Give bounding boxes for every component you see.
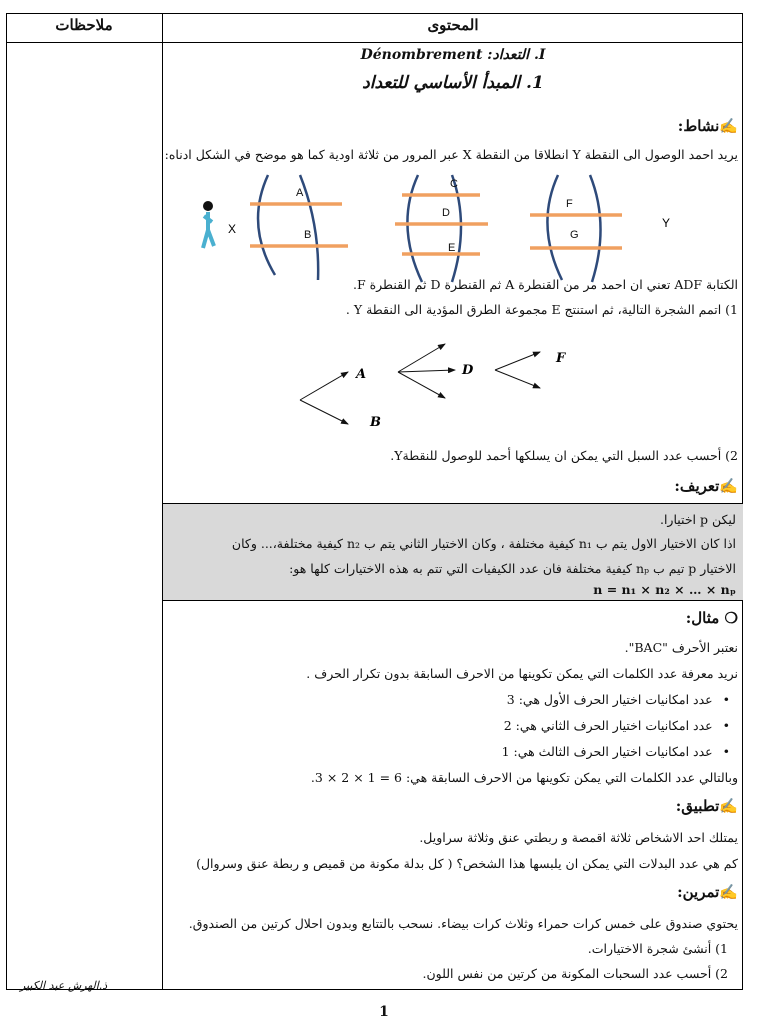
exercise-question-2: 2) أحسب عدد السحبات المكونة من كرتين من نفس اللون.: [422, 966, 728, 981]
column-divider: [162, 13, 163, 990]
application-line-1: يمتلك احد الاشخاص ثلاثة اقمصة و ربطتي عنق وثلاثة سراويل.: [419, 830, 738, 845]
example-line-2: نريد معرفة عدد الكلمات التي يمكن تكوينها من الاحرف السابقة بدون تكرار الحرف .: [306, 666, 738, 681]
activity-question-2: 2) أحسب عدد السبل التي يمكن ان يسلكها أحمد للوصول للنقطةY.: [390, 448, 738, 463]
chapter-title: I. التعداد: Dénombrement: [360, 47, 546, 63]
tree-label-d: D: [462, 363, 474, 378]
activity-question-1: 1) اتمم الشجرة التالية، ثم استنتج E مجموعة الطرق المؤدية الى النقطة Y .: [345, 302, 738, 317]
activity-writing: الكتابة ADF تعني ان احمد مر من القنطرة A ثم القنطرة D ثم القنطرة F.: [352, 277, 738, 292]
river-2b: [452, 175, 461, 282]
application-line-2: كم هي عدد البدلات التي يمكن ان يلبسها هذا الشخص؟ ( كل بدلة مكونة من قميص و ربطة عنق وسروال): [196, 856, 738, 871]
river-3b: [590, 175, 601, 282]
application-heading: ✍تطبيق:: [675, 797, 738, 815]
choice-tree: [290, 342, 590, 437]
activity-heading: ✍نشاط:: [677, 117, 738, 135]
label-d: D: [442, 207, 450, 219]
example-bullet-2: • عدد امكانيات اختيار الحرف الثاني هي: 2: [504, 718, 730, 734]
label-g: G: [570, 229, 579, 241]
river-3a: [547, 175, 562, 280]
page-number: 1: [379, 1004, 389, 1020]
definition-line-3: الاختيار p تيم ب nₚ كيفية مختلفة فان عدد الكيفيات التي تتم به هذه الاختيارات كلها هو:: [289, 561, 736, 576]
example-heading: ❍ مثال:: [685, 609, 738, 627]
exercise-question-1: 1) أنشئ شجرة الاختيارات.: [587, 941, 728, 956]
label-a: A: [296, 187, 304, 199]
author-signature: ذ.الهرش عبد الكبير: [20, 979, 108, 992]
definition-line-2: اذا كان الاختيار الاول يتم ب n₁ كيفية مختلفة ، وكان الاختيار الثاني يتم ب n₂ كيفية مختلفة،... وكان: [231, 536, 736, 551]
header-content: المحتوى: [427, 16, 479, 34]
example-bullet-1: • عدد امكانيات اختيار الحرف الأول هي: 3: [507, 692, 730, 708]
section-title: 1. المبدأ الأساسي للتعداد: [362, 73, 544, 93]
person-icon: [203, 201, 214, 248]
header-divider: [6, 42, 743, 43]
label-c: C: [450, 178, 458, 190]
definition-formula: n = n₁ × n₂ × … × nₚ: [593, 582, 736, 597]
label-e: E: [448, 242, 456, 254]
label-y: Y: [662, 216, 671, 230]
definition-line-1: ليكن p اختيارا.: [659, 512, 736, 527]
tree-label-f: F: [556, 351, 566, 366]
example-result: وبالتالي عدد الكلمات التي يمكن تكوينها من الاحرف السابقة هي: 6 = 1 × 2 × 3.: [310, 770, 738, 785]
example-line-1: نعتبر الأحرف "BAC".: [624, 640, 738, 655]
activity-intro: يريد احمد الوصول الى النقطة Y انطلاقا من النقطة X عبر المرور من ثلاثة اودية كما هو موضح في الشكل ادناه:: [164, 147, 738, 162]
tree-label-b: B: [370, 415, 381, 430]
tree-label-a: A: [356, 367, 367, 382]
exercise-heading: ✍تمرين:: [677, 883, 738, 901]
example-bullet-3: • عدد امكانيات اختيار الحرف الثالث هي: 1: [502, 744, 730, 760]
river-2a: [407, 175, 422, 282]
label-x: X: [228, 222, 237, 236]
rivers-figure: [190, 170, 710, 285]
definition-heading: ✍تعريف:: [674, 477, 738, 495]
river-1a: [258, 175, 275, 275]
header-notes: ملاحظات: [55, 16, 113, 34]
label-f: F: [566, 198, 573, 210]
label-b: B: [304, 229, 312, 241]
exercise-line-1: يحتوي صندوق على خمس كرات حمراء وثلاث كرات بيضاء. نسحب بالتتابع وبدون احلال كرتين من الصندوق.: [188, 916, 738, 931]
